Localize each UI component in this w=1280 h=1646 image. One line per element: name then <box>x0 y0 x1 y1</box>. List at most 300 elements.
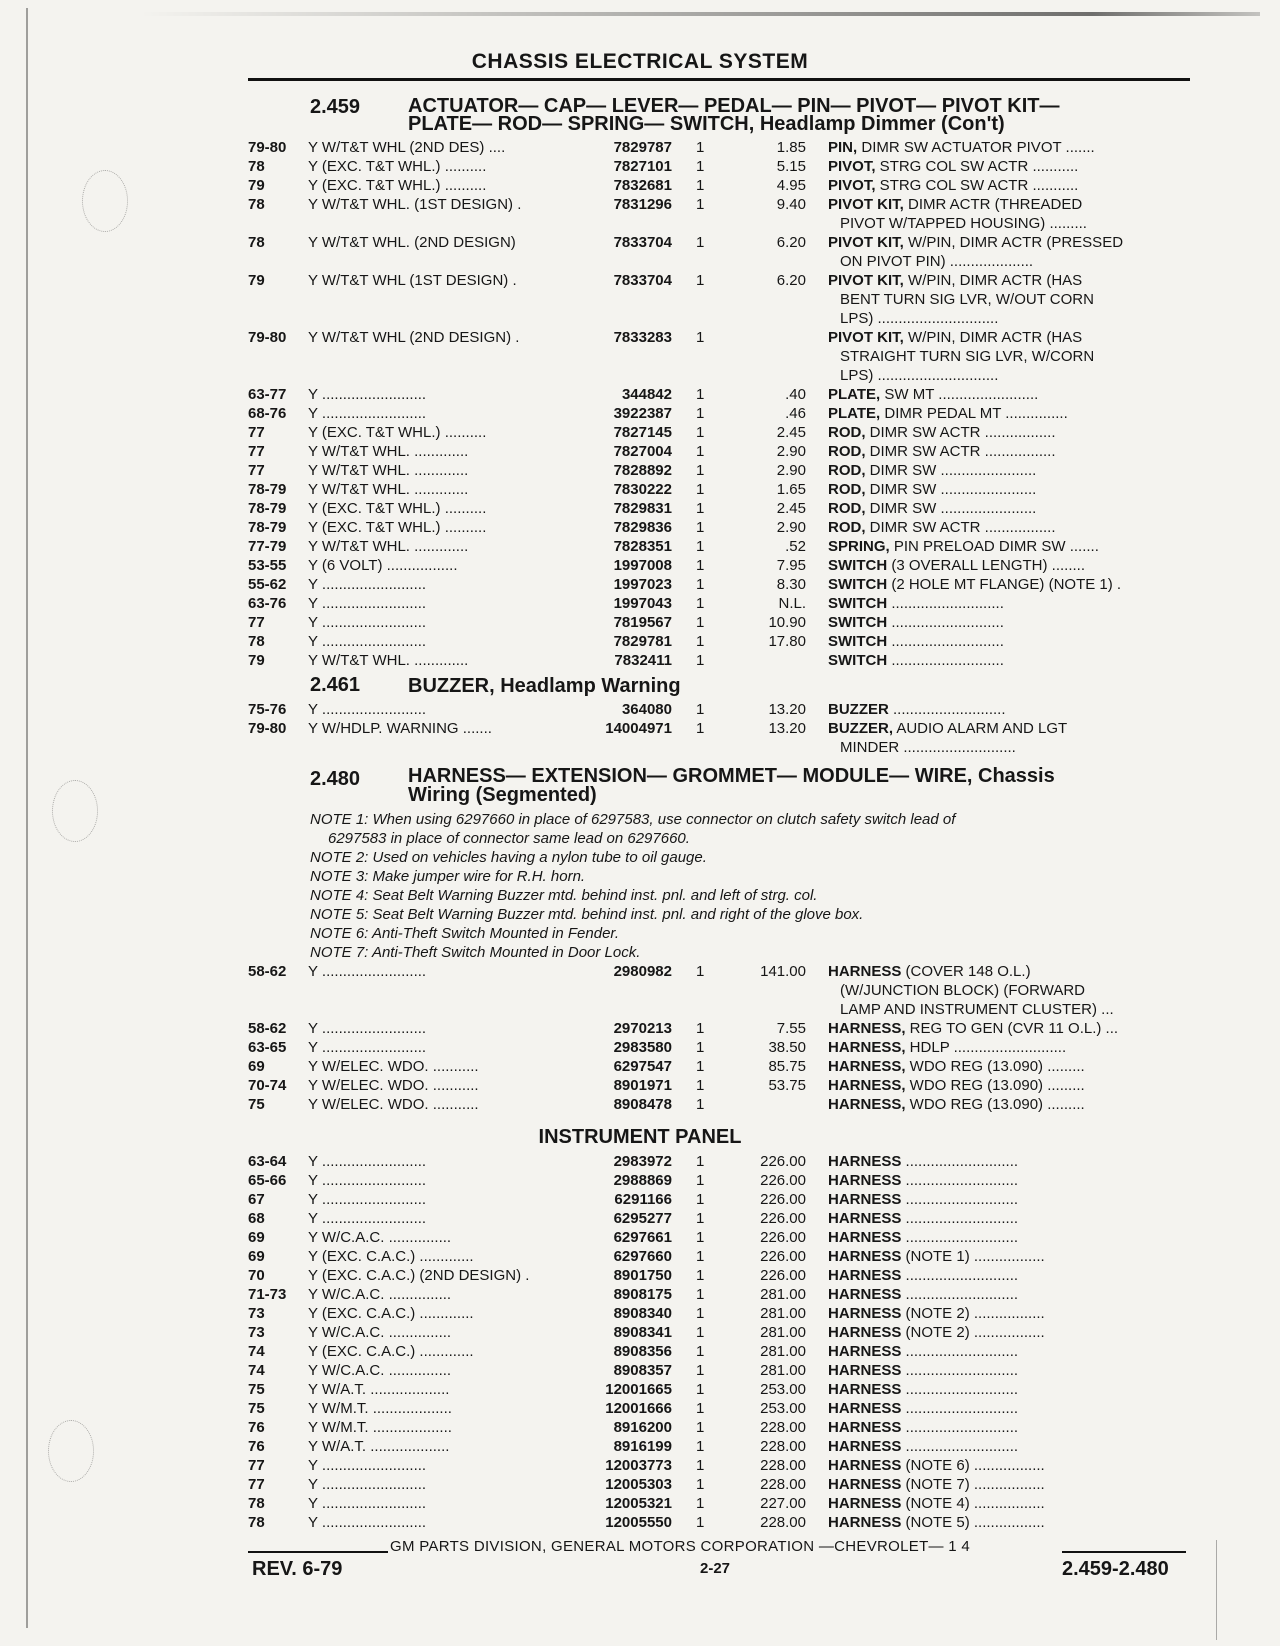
price: 141.00 <box>760 963 806 980</box>
part-number: 8908340 <box>613 1305 672 1322</box>
part-name: PIVOT KIT, <box>828 329 904 346</box>
part-number: 7833704 <box>613 234 672 251</box>
application: Y W/A.T. ................... <box>308 1438 450 1455</box>
description <box>828 1057 1196 1076</box>
application: Y (EXC. T&T WHL.) .......... <box>308 519 487 536</box>
description <box>828 537 1196 556</box>
description <box>828 1095 1196 1114</box>
description <box>828 1437 1196 1456</box>
part-row <box>0 328 1280 347</box>
quantity: 1 <box>696 701 705 718</box>
part-number: 8916200 <box>613 1419 672 1436</box>
part-number: 6297547 <box>613 1058 672 1075</box>
application: Y W/C.A.C. ............... <box>308 1229 452 1246</box>
description-text: ........................... <box>901 1362 1019 1379</box>
price: 6.20 <box>776 272 806 289</box>
quantity: 1 <box>696 1229 705 1246</box>
model-years: 77 <box>248 443 265 460</box>
price: 281.00 <box>760 1324 806 1341</box>
application: Y W/T&T WHL. ............. <box>308 538 469 555</box>
model-years: 65-66 <box>248 1172 287 1189</box>
part-row <box>0 385 1280 404</box>
quantity: 1 <box>696 1324 705 1341</box>
part-row <box>0 556 1280 575</box>
part-name: HARNESS <box>828 1191 902 1208</box>
model-years: 68 <box>248 1210 265 1227</box>
price: 228.00 <box>760 1514 806 1531</box>
model-years: 70-74 <box>248 1077 287 1094</box>
model-years: 75 <box>248 1400 265 1417</box>
model-years: 63-64 <box>248 1153 287 1170</box>
quantity: 1 <box>696 1172 705 1189</box>
price: .40 <box>785 386 806 403</box>
description-text: ........................... <box>901 1191 1019 1208</box>
part-name: HARNESS <box>828 1286 902 1303</box>
footer-rule <box>1062 1551 1186 1553</box>
description <box>828 480 1196 499</box>
price: 13.20 <box>768 701 806 718</box>
page-title: CHASSIS ELECTRICAL SYSTEM <box>471 50 809 73</box>
part-name: HARNESS <box>828 1229 902 1246</box>
part-name: PIN, <box>828 139 858 156</box>
section-title-line: ACTUATOR— CAP— LEVER— PEDAL— PIN— PIVOT— PIVOT KIT— <box>408 95 1060 117</box>
description <box>828 594 1196 613</box>
description <box>828 1456 1196 1475</box>
section-title-line: HARNESS— EXTENSION— GROMMET— MODULE— WIRE, Chassis <box>408 765 1055 787</box>
quantity: 1 <box>696 1248 705 1265</box>
footer-rule <box>248 1551 388 1553</box>
part-row <box>0 442 1280 461</box>
part-name: HARNESS, <box>828 1039 906 1056</box>
model-years: 77 <box>248 424 265 441</box>
description-text: W/PIN, DIMR ACTR (HAS <box>903 272 1083 289</box>
part-row <box>0 1494 1280 1513</box>
description <box>828 1475 1196 1494</box>
quantity: 1 <box>696 1286 705 1303</box>
model-years: 78-79 <box>248 481 287 498</box>
description-text: ........................... <box>901 1210 1019 1227</box>
model-years: 73 <box>248 1324 265 1341</box>
description <box>828 1399 1196 1418</box>
part-name: SWITCH <box>828 557 888 574</box>
model-years: 78 <box>248 1514 265 1531</box>
part-row <box>0 1228 1280 1247</box>
description-text: DIMR SW ....................... <box>865 500 1037 517</box>
description-text: ........................... <box>901 1286 1019 1303</box>
part-row <box>0 1475 1280 1494</box>
price: 281.00 <box>760 1362 806 1379</box>
part-number: 364080 <box>621 701 672 718</box>
description-text: ........................... <box>888 701 1006 718</box>
quantity: 1 <box>696 1305 705 1322</box>
part-number: 7832681 <box>613 177 672 194</box>
model-years: 68-76 <box>248 405 287 422</box>
price: 281.00 <box>760 1305 806 1322</box>
quantity: 1 <box>696 1020 705 1037</box>
part-name: PIVOT KIT, <box>828 234 904 251</box>
part-name: HARNESS <box>828 1438 902 1455</box>
quantity: 1 <box>696 234 705 251</box>
part-number: 7833283 <box>613 329 672 346</box>
application: Y ......................... <box>308 405 427 422</box>
quantity: 1 <box>696 633 705 650</box>
part-number: 7829836 <box>613 519 672 536</box>
application: Y W/T&T WHL. ............. <box>308 443 469 460</box>
part-row <box>0 575 1280 594</box>
description-text: AUDIO ALARM AND LGT <box>893 720 1068 737</box>
part-number: 1997043 <box>613 595 672 612</box>
model-years: 78 <box>248 158 265 175</box>
application: Y (6 VOLT) ................. <box>308 557 458 574</box>
part-name: ROD, <box>828 424 866 441</box>
description-text: ........................... <box>887 595 1004 612</box>
model-years: 70 <box>248 1267 265 1284</box>
part-name: BUZZER, <box>828 720 893 737</box>
application: Y W/C.A.C. ............... <box>308 1362 452 1379</box>
description <box>828 1228 1196 1247</box>
price: 5.15 <box>776 158 806 175</box>
part-name: ROD, <box>828 481 866 498</box>
model-years: 58-62 <box>248 1020 287 1037</box>
section-title-line: PLATE— ROD— SPRING— SWITCH, Headlamp Dimmer (Con't) <box>408 113 1005 135</box>
description <box>828 1152 1196 1171</box>
quantity: 1 <box>696 196 705 213</box>
price: 2.90 <box>776 443 806 460</box>
part-name: PLATE, <box>828 405 881 422</box>
part-number: 8908478 <box>613 1096 672 1113</box>
model-years: 63-65 <box>248 1039 287 1056</box>
part-row <box>0 1247 1280 1266</box>
model-years: 78 <box>248 1495 265 1512</box>
part-number: 7829787 <box>613 139 672 156</box>
part-row <box>0 499 1280 518</box>
description <box>828 700 1196 719</box>
part-number: 344842 <box>621 386 672 403</box>
part-row <box>0 1456 1280 1475</box>
model-years: 79 <box>248 177 265 194</box>
part-number: 6295277 <box>613 1210 672 1227</box>
application: Y W/C.A.C. ............... <box>308 1324 452 1341</box>
model-years: 76 <box>248 1438 265 1455</box>
scan-edge-top <box>140 12 1260 16</box>
part-row <box>0 1399 1280 1418</box>
part-number: 7819567 <box>613 614 672 631</box>
price: .46 <box>785 405 806 422</box>
description <box>828 1304 1196 1323</box>
description <box>828 195 1196 214</box>
description <box>828 518 1196 537</box>
application: Y (EXC. T&T WHL.) .......... <box>308 158 487 175</box>
description <box>828 651 1196 670</box>
quantity: 1 <box>696 1343 705 1360</box>
application: Y W/T&T WHL. (1ST DESIGN) . <box>308 196 522 213</box>
part-row <box>0 1057 1280 1076</box>
application: Y ......................... <box>308 1191 427 1208</box>
part-number: 7829781 <box>613 633 672 650</box>
binder-hole-mark <box>52 780 98 842</box>
quantity: 1 <box>696 519 705 536</box>
quantity: 1 <box>696 405 705 422</box>
part-row <box>0 176 1280 195</box>
part-row <box>0 1019 1280 1038</box>
model-years: 78 <box>248 633 265 650</box>
part-number: 1997023 <box>613 576 672 593</box>
description-text: STRG COL SW ACTR ........... <box>875 177 1079 194</box>
description-text: (NOTE 5) ................. <box>901 1514 1045 1531</box>
quantity: 1 <box>696 462 705 479</box>
scan-edge-right <box>1216 1540 1217 1640</box>
description <box>828 138 1196 157</box>
part-row <box>0 613 1280 632</box>
quantity: 1 <box>696 177 705 194</box>
section-number: 2.461 <box>310 674 361 696</box>
model-years: 71-73 <box>248 1286 287 1303</box>
note-line: NOTE 2: Used on vehicles having a nylon tube to oil gauge. <box>310 849 707 866</box>
quantity: 1 <box>696 963 705 980</box>
part-name: HARNESS <box>828 1362 902 1379</box>
model-years: 77 <box>248 1457 265 1474</box>
part-name: SWITCH <box>828 595 888 612</box>
quantity: 1 <box>696 158 705 175</box>
price: 6.20 <box>776 234 806 251</box>
part-name: ROD, <box>828 500 866 517</box>
model-years: 79-80 <box>248 139 287 156</box>
part-row <box>0 1361 1280 1380</box>
part-row <box>0 1038 1280 1057</box>
part-name: PIVOT KIT, <box>828 196 904 213</box>
description <box>828 556 1196 575</box>
model-years: 63-77 <box>248 386 287 403</box>
quantity: 1 <box>696 329 705 346</box>
application: Y W/T&T WHL. ............. <box>308 481 469 498</box>
description <box>828 461 1196 480</box>
quantity: 1 <box>696 1058 705 1075</box>
price: 4.95 <box>776 177 806 194</box>
description-text: DIMR SW ACTR ................. <box>865 424 1056 441</box>
model-years: 75 <box>248 1381 265 1398</box>
description-text: (3 OVERALL LENGTH) ........ <box>887 557 1085 574</box>
description-text: ........................... <box>901 1381 1019 1398</box>
description-text: DIMR PEDAL MT ............... <box>880 405 1068 422</box>
price: 2.90 <box>776 519 806 536</box>
application: Y ......................... <box>308 1020 427 1037</box>
description-text: ........................... <box>901 1267 1019 1284</box>
description <box>828 176 1196 195</box>
description-text: DIMR ACTR (THREADED <box>903 196 1083 213</box>
part-number: 7832411 <box>614 652 672 669</box>
price: 226.00 <box>760 1153 806 1170</box>
description-text: (NOTE 1) ................. <box>901 1248 1045 1265</box>
description <box>828 1380 1196 1399</box>
part-row <box>0 1285 1280 1304</box>
part-number: 8901750 <box>613 1267 672 1284</box>
part-name: HARNESS <box>828 1305 902 1322</box>
description-continuation: LPS) ............................. <box>840 310 999 327</box>
part-number: 7827004 <box>613 443 672 460</box>
application: Y ......................... <box>308 1172 427 1189</box>
quantity: 1 <box>696 1362 705 1379</box>
section-range: 2.459-2.480 <box>1062 1558 1169 1580</box>
description <box>828 1171 1196 1190</box>
quantity: 1 <box>696 576 705 593</box>
description <box>828 157 1196 176</box>
quantity: 1 <box>696 1096 705 1113</box>
part-number: 2980982 <box>613 963 672 980</box>
description <box>828 404 1196 423</box>
part-name: HARNESS <box>828 1153 902 1170</box>
part-name: HARNESS, <box>828 1058 906 1075</box>
part-row <box>0 157 1280 176</box>
quantity: 1 <box>696 1381 705 1398</box>
part-row <box>0 404 1280 423</box>
application: Y ......................... <box>308 1495 427 1512</box>
part-name: HARNESS <box>828 1172 902 1189</box>
price: 10.90 <box>768 614 806 631</box>
quantity: 1 <box>696 1419 705 1436</box>
model-years: 77-79 <box>248 538 287 555</box>
description <box>828 1513 1196 1532</box>
application: Y W/C.A.C. ............... <box>308 1286 452 1303</box>
part-name: SWITCH <box>828 576 888 593</box>
quantity: 1 <box>696 720 705 737</box>
description <box>828 1266 1196 1285</box>
part-row <box>0 233 1280 252</box>
section-title-line: BUZZER, Headlamp Warning <box>408 675 681 697</box>
quantity: 1 <box>696 538 705 555</box>
part-name: HARNESS <box>828 1400 902 1417</box>
quantity: 1 <box>696 1153 705 1170</box>
description-text: ........................... <box>901 1153 1019 1170</box>
application: Y W/M.T. ................... <box>308 1400 452 1417</box>
quantity: 1 <box>696 614 705 631</box>
part-number: 7829831 <box>613 500 672 517</box>
description-text: ........................... <box>887 652 1004 669</box>
quantity: 1 <box>696 1191 705 1208</box>
part-row-continuation <box>0 252 1280 271</box>
description <box>828 499 1196 518</box>
description <box>828 1209 1196 1228</box>
price: 281.00 <box>760 1286 806 1303</box>
model-years: 53-55 <box>248 557 287 574</box>
price: 253.00 <box>760 1400 806 1417</box>
application: Y ......................... <box>308 701 427 718</box>
description <box>828 1342 1196 1361</box>
part-name: HARNESS <box>828 1324 902 1341</box>
part-name: ROD, <box>828 443 866 460</box>
part-number: 12005303 <box>605 1476 672 1493</box>
description-text: DIMR SW ACTR ................. <box>865 519 1056 536</box>
section-title-line: Wiring (Segmented) <box>408 784 597 806</box>
part-row <box>0 423 1280 442</box>
model-years: 74 <box>248 1362 265 1379</box>
model-years: 79 <box>248 272 265 289</box>
price: 9.40 <box>776 196 806 213</box>
part-name: HARNESS <box>828 1210 902 1227</box>
note-line: NOTE 4: Seat Belt Warning Buzzer mtd. behind inst. pnl. and left of strg. col. <box>310 887 818 904</box>
model-years: 75 <box>248 1096 265 1113</box>
description-text: ........................... <box>901 1343 1019 1360</box>
description-text: DIMR SW ....................... <box>865 462 1037 479</box>
quantity: 1 <box>696 1495 705 1512</box>
part-row-continuation <box>0 1000 1280 1019</box>
description-text: (NOTE 7) ................. <box>901 1476 1045 1493</box>
quantity: 1 <box>696 1438 705 1455</box>
quantity: 1 <box>696 424 705 441</box>
part-name: HARNESS <box>828 1476 902 1493</box>
part-row <box>0 1076 1280 1095</box>
part-number: 2983580 <box>613 1039 672 1056</box>
application: Y W/T&T WHL (1ST DESIGN) . <box>308 272 517 289</box>
description-text: (2 HOLE MT FLANGE) (NOTE 1) . <box>887 576 1122 593</box>
part-row <box>0 594 1280 613</box>
part-name: HARNESS, <box>828 1096 906 1113</box>
description-text: HDLP ........................... <box>905 1039 1067 1056</box>
description-continuation: MINDER ........................... <box>840 739 1016 756</box>
part-name: HARNESS <box>828 1514 902 1531</box>
price: 85.75 <box>768 1058 806 1075</box>
description-continuation: BENT TURN SIG LVR, W/OUT CORN <box>840 291 1094 308</box>
quantity: 1 <box>696 1039 705 1056</box>
application: Y W/T&T WHL. (2ND DESIGN) <box>308 234 516 251</box>
description-text: (NOTE 2) ................. <box>901 1324 1045 1341</box>
description-text: ........................... <box>887 633 1004 650</box>
part-number: 2988869 <box>613 1172 672 1189</box>
description-text: W/PIN, DIMR ACTR (PRESSED <box>903 234 1124 251</box>
part-name: PIVOT, <box>828 158 876 175</box>
part-name: PIVOT, <box>828 177 876 194</box>
description <box>828 233 1196 252</box>
model-years: 58-62 <box>248 963 287 980</box>
application: Y ......................... <box>308 1039 427 1056</box>
part-row <box>0 480 1280 499</box>
application: Y (EXC. T&T WHL.) .......... <box>308 424 487 441</box>
description <box>828 632 1196 651</box>
description <box>828 1494 1196 1513</box>
quantity: 1 <box>696 1514 705 1531</box>
application: Y ......................... <box>308 1476 427 1493</box>
part-number: 7828351 <box>613 538 672 555</box>
application: Y ......................... <box>308 1153 427 1170</box>
price: 228.00 <box>760 1476 806 1493</box>
price: 38.50 <box>768 1039 806 1056</box>
part-row <box>0 1209 1280 1228</box>
description <box>828 1285 1196 1304</box>
part-row-continuation <box>0 981 1280 1000</box>
application: Y ......................... <box>308 1210 427 1227</box>
description-text: ........................... <box>901 1438 1019 1455</box>
model-years: 76 <box>248 1419 265 1436</box>
part-row <box>0 1437 1280 1456</box>
description-continuation: LAMP AND INSTRUMENT CLUSTER) ... <box>840 1001 1114 1018</box>
description-text: ........................... <box>901 1400 1019 1417</box>
model-years: 75-76 <box>248 701 287 718</box>
part-number: 12001666 <box>605 1400 672 1417</box>
description-text: ........................... <box>901 1419 1019 1436</box>
description-text: STRG COL SW ACTR ........... <box>875 158 1079 175</box>
part-name: SWITCH <box>828 652 888 669</box>
description <box>828 1019 1196 1038</box>
quantity: 1 <box>696 1476 705 1493</box>
application: Y ......................... <box>308 614 427 631</box>
description <box>828 1323 1196 1342</box>
part-number: 7827101 <box>613 158 672 175</box>
application: Y W/T&T WHL (2ND DESIGN) . <box>308 329 520 346</box>
model-years: 79-80 <box>248 329 287 346</box>
quantity: 1 <box>696 1077 705 1094</box>
application: Y W/T&T WHL. ............. <box>308 652 469 669</box>
part-number: 7828892 <box>613 462 672 479</box>
price: 53.75 <box>768 1077 806 1094</box>
